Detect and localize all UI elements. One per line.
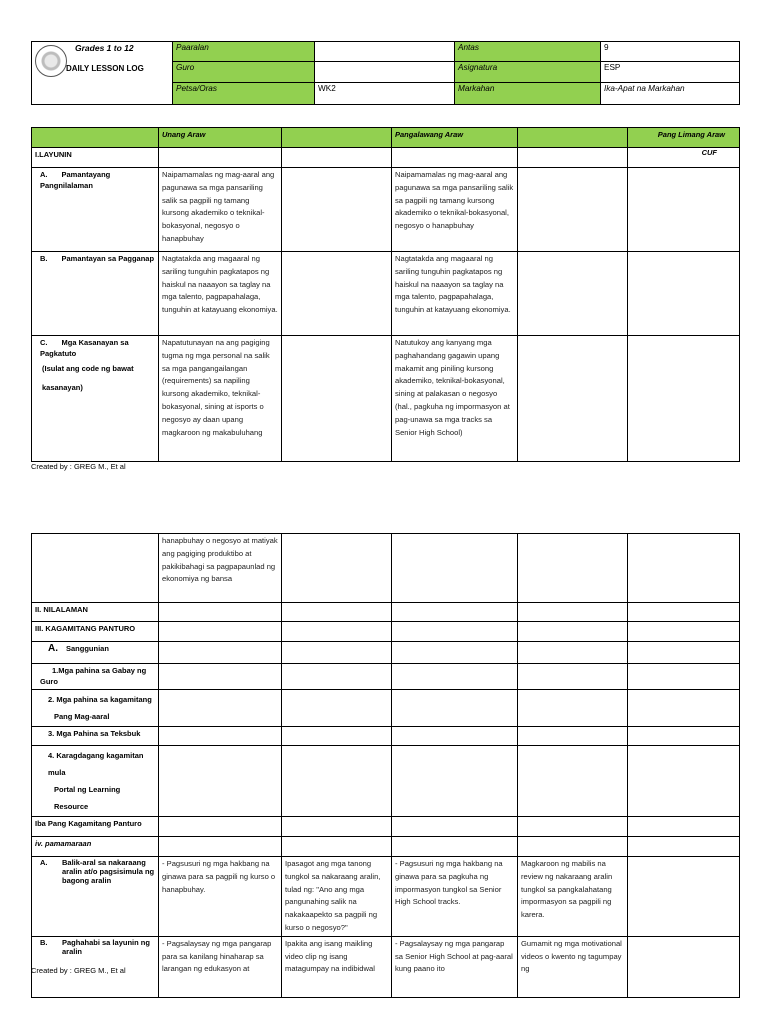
cell-balik-aral-day4: Magkaroon ng mabilis na review ng nakaraang aralin tungkol sa pangkalahatang impormasyon sa pagpili ng karera. [518,857,628,937]
header-table [31,41,740,105]
school-logo-cell [32,42,173,105]
cell-paghahabi-day4: Gumamit ng mga motivational videos o kwento ng tagumpay ng [518,936,628,997]
row-sanggunian: A. Sanggunian [32,642,159,664]
day-header-blank-4 [518,128,628,148]
day-header-blank [32,128,159,148]
value-markahan[interactable]: Ika-Apat na Markahan [601,83,740,105]
cell-b-day2: Nagtatakda ang magaaral ng sariling tunguhin pagkatapos ng haiskul na naaayon sa taglay na mga talento, pagpapahalaga, tunguhin at katayuang ekonomiya. [392,252,518,336]
value-petsa-oras[interactable]: WK2 [315,83,455,105]
row-kagamitang-pang-mag-aaral: 2. Mga pahina sa kagamitang Pang Mag-aaral [32,690,159,727]
cell-b-day1: Nagtatakda ang magaaral ng sariling tunguhin pagkatapos ng haiskul na naaayon sa taglay na mga talento, pagpapahalaga, tunguhin at katayuang ekonomiya. [159,252,282,336]
label-asignatura: Asignatura [455,62,601,83]
label-antas: Antas [455,42,601,62]
row-balik-aral: A. Balik-aral sa nakaraang aralin at/o pagsisimula ng bagong aralin [32,857,159,937]
section-layunin: I.LAYUNIN [32,148,159,168]
cell-balik-aral-day3: - Pagsusuri ng mga hakbang na ginawa para sa pagkuha ng impormasyon tungkol sa Senior High School tracks. [392,857,518,937]
label-markahan: Markahan [455,83,601,105]
row-pamantayang-pangnilalaman: A. Pamantayang Pangnilalaman [32,168,159,252]
footer-page1: Created by : GREG M., Et al [31,462,126,471]
row-paghahabi-sa-layunin: B. Paghahabi sa layunin ng aralin [32,936,159,997]
day-header-pang-limang-araw: Pang Limang Araw [628,128,740,148]
label-petsa-oras: Petsa/Oras [173,83,315,105]
cuf-label: CUF [628,148,740,168]
value-antas[interactable]: 9 [601,42,740,62]
deped-seal-icon [35,45,67,77]
cell-paghahabi-day2: Ipakita ang isang maikling video clip ng isang matagumpay na indibidwal [282,936,392,997]
cell-paghahabi-day1: - Pagsalaysay ng mga pangarap para sa kanilang hinaharap sa larangan ng edukasyon at [159,936,282,997]
section-pamamaraan: iv. pamamaraan [32,837,159,857]
cell-a-day1: Naipamamalas ng mag-aaral ang pagunawa sa mga pansariling salik sa pagpili ng tamang kursong akademiko o teknikal-bokasyonal, negosyo o hanapbuhay [159,168,282,252]
label-guro: Guro [173,62,315,83]
cell-balik-aral-day2: Ipasagot ang mga tanong tungkol sa nakaraang aralin, tulad ng: "Ano ang mga pangunahing salik na nakakaapekto sa pagpili ng kurso o negosyo?" [282,857,392,937]
day-header-unang-araw: Unang Araw [159,128,282,148]
cell-balik-aral-day1: - Pagsusuri ng mga hakbang na ginawa para sa pagpili ng kurso o hanapbuhay. [159,857,282,937]
row-learning-resource-portal: 4. Karagdagang kagamitan mula Portal ng Learning Resource [32,746,159,817]
section-kagamitang-panturo: III. KAGAMITANG PANTURO [32,622,159,642]
header-block [31,41,740,105]
lesson-table-page1 [31,127,740,462]
section-nilalaman: II. NILALAMAN [32,603,159,622]
lesson-table-page2 [31,533,740,998]
day-header-blank-2 [282,128,392,148]
cell-c-day1-continued: hanapbuhay o negosyo at matiyak ang pagiging produktibo at pakikibahagi sa pagpapaunlad ng ekonomiya ng bansa [159,534,282,603]
value-paaralan[interactable] [315,42,455,62]
row-pamantayan-sa-pagganap: B. Pamantayan sa Pagganap [32,252,159,336]
row-gabay-ng-guro: 1.Mga pahina sa Gabay ng Guro [32,664,159,690]
daily-lesson-log-title: DAILY LESSON LOG [66,64,144,73]
footer-page2: Created by : GREG M., Et al [31,966,126,975]
grades-label: Grades 1 to 12 [75,43,134,53]
cell-a-day2: Naipamamalas ng mag-aaral ang pagunawa sa mga pansariling salik sa pagpili ng tamang kursong akademiko o teknikal-bokasyonal, negosyo o hanapbuhay [392,168,518,252]
cell-c-day1: Napatutunayan na ang pagiging tugma ng mga personal na salik sa mga pangangailangan (requirements) sa napiling kursong akademiko, teknikal-bokasyonal, sining at isports o negosyo ay daan upang magkaroon ng makabuluhang [159,336,282,462]
day-header-pangalawang-araw: Pangalawang Araw [392,128,518,148]
row-mga-kasanayan-sa-pagkatuto: C. Mga Kasanayan sa Pagkatuto (Isulat ang code ng bawat kasanayan) [32,336,159,462]
row-teksbuk: 3. Mga Pahina sa Teksbuk [32,727,159,746]
label-paaralan: Paaralan [173,42,315,62]
value-asignatura[interactable]: ESP [601,62,740,83]
cell-c-day2: Natutukoy ang kanyang mga paghahandang gagawin upang makamit ang piniling kursong akademiko, teknikal-bokasyonal, sining at palakasan o negosyo (hal., pagkuha ng impormasyon at pag-unawa sa mga tracks sa Senior High School) [392,336,518,462]
cell-paghahabi-day3: - Pagsalaysay ng mga pangarap sa Senior High School at pag-aaral kung paano ito [392,936,518,997]
row-iba-pang-kagamitang-panturo: Iba Pang Kagamitang Panturo [32,817,159,837]
value-guro[interactable] [315,62,455,83]
